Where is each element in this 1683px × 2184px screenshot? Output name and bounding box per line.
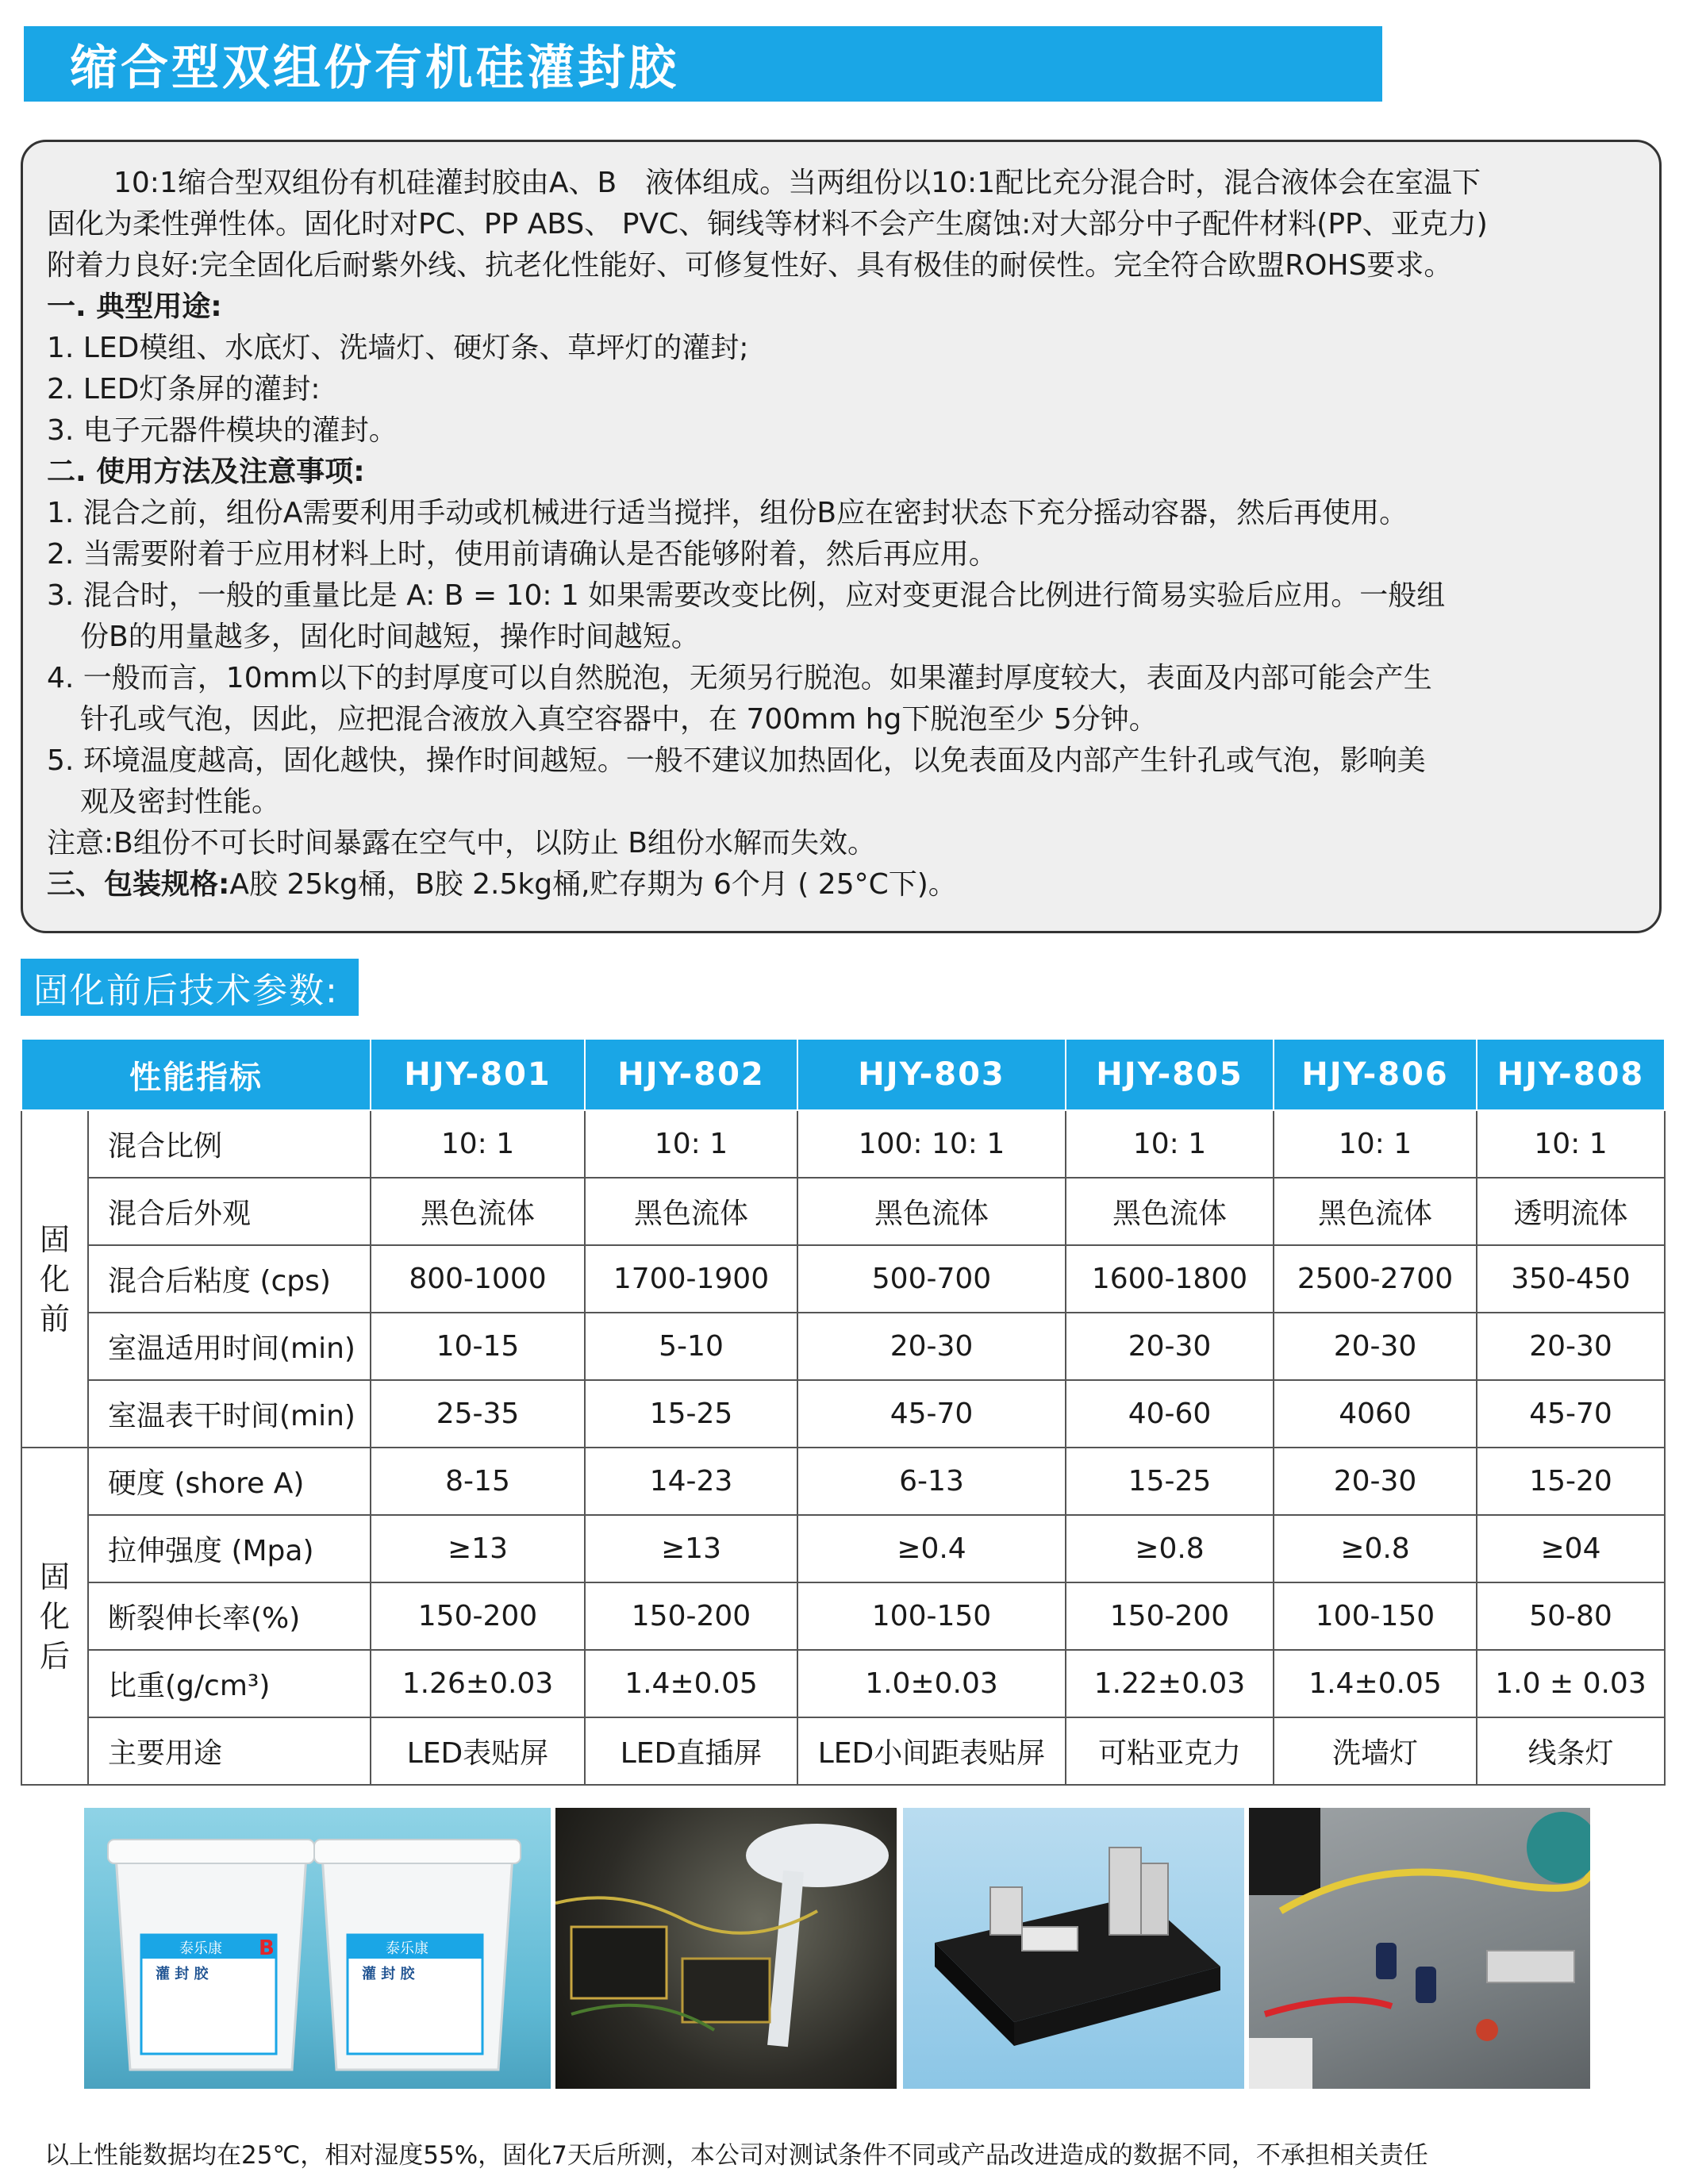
- row-label: 室温适用时间(min): [88, 1313, 371, 1380]
- section-3-text: A胶 25kg桶，B胶 2.5kg桶,贮存期为 6个月 ( 25°C下)。: [229, 868, 957, 901]
- table-cell: 洗墙灯: [1274, 1717, 1477, 1785]
- table-cell: ≥0.8: [1274, 1515, 1477, 1582]
- table-cell: LED表贴屏: [371, 1717, 585, 1785]
- section-1-item: 2. LED灯条屏的灌封:: [47, 373, 321, 406]
- row-label: 混合比例: [88, 1110, 371, 1178]
- module-illustration: [903, 1808, 1244, 2089]
- table-cell: 20-30: [1274, 1448, 1477, 1515]
- bucket-b-product: 灌 封 胶: [156, 1966, 209, 1982]
- table-cell: 20-30: [797, 1313, 1066, 1380]
- bucket-a-letter: A: [465, 1936, 482, 1960]
- section-1-title: 一. 典型用途:: [47, 290, 222, 323]
- bucket-b-brand: 泰乐康: [179, 1940, 222, 1957]
- row-label: 断裂伸长率(%): [88, 1582, 371, 1650]
- table-row: [21, 1717, 1665, 1785]
- table-cell: 可粘亚克力: [1066, 1717, 1274, 1785]
- bucket-photo: [84, 1808, 551, 2089]
- table-cell: 10-15: [371, 1313, 585, 1380]
- table-cell: 20-30: [1477, 1313, 1665, 1380]
- table-cell: ≥0.4: [797, 1515, 1066, 1582]
- pouring-photo: [555, 1808, 897, 2089]
- table-cell: LED直插屏: [585, 1717, 797, 1785]
- table-cell: 5-10: [585, 1313, 797, 1380]
- table-row: [21, 1515, 1665, 1582]
- table-cell: 1.4±0.05: [585, 1650, 797, 1717]
- table-header-row: [21, 1040, 1665, 1110]
- params-title-banner: [21, 959, 359, 1016]
- page-title-banner: [24, 26, 1382, 102]
- table-row: [21, 1110, 1665, 1178]
- column-header: HJY-803: [797, 1040, 1066, 1110]
- section-2-item: 2. 当需要附着于应用材料上时，使用前请确认是否能够附着，然后再应用。: [47, 538, 997, 571]
- group-label-after: [21, 1448, 88, 1785]
- table-cell: 10: 1: [1066, 1110, 1274, 1178]
- table-cell: 1.4±0.05: [1274, 1650, 1477, 1717]
- row-label: 主要用途: [88, 1717, 371, 1785]
- row-label: 混合后粘度 (cps): [88, 1245, 371, 1313]
- column-header: HJY-802: [585, 1040, 797, 1110]
- row-label: 硬度 (shore A): [88, 1448, 371, 1515]
- table-cell: 1700-1900: [585, 1245, 797, 1313]
- column-header: 性能指标: [21, 1040, 371, 1110]
- circuit-photo: [1249, 1808, 1590, 2089]
- section-2-item-cont: 份B的用量越多，固化时间越短，操作时间越短。: [80, 621, 700, 653]
- table-cell: 8-15: [371, 1448, 585, 1515]
- table-cell: 45-70: [1477, 1380, 1665, 1448]
- table-cell: 2500-2700: [1274, 1245, 1477, 1313]
- column-header: HJY-806: [1274, 1040, 1477, 1110]
- table-cell: 150-200: [1066, 1582, 1274, 1650]
- section-2-item-cont: 针孔或气泡，因此，应把混合液放入真空容器中，在 700mm hg下脱泡至少 5分钟。: [80, 703, 1158, 736]
- table-cell: 黑色流体: [585, 1178, 797, 1245]
- intro-line-1: 10:1缩合型双组份有机硅灌封胶由A、B 液体组成。当两组份以10:1配比充分混合时，混合液体会在室温下: [113, 167, 1481, 199]
- table-row: [21, 1448, 1665, 1515]
- section-2-item: 3. 混合时，一般的重量比是 A: B = 10: 1 如果需要改变比例，应对变更混合比例进行简易实验后应用。一般组: [47, 579, 1446, 612]
- table-cell: 45-70: [797, 1380, 1066, 1448]
- spec-table: [21, 1040, 1666, 1786]
- group-label-before: [21, 1110, 88, 1448]
- note-line: 注意:B组份不可长时间暴露在空气中，以防止 B组份水解而失效。: [47, 827, 876, 859]
- table-cell: ≥13: [371, 1515, 585, 1582]
- bucket-a-brand: 泰乐康: [386, 1940, 428, 1957]
- table-cell: 黑色流体: [1066, 1178, 1274, 1245]
- table-row: [21, 1245, 1665, 1313]
- section-3-title: 三、包装规格:: [47, 868, 230, 901]
- table-cell: ≥0.8: [1066, 1515, 1274, 1582]
- pouring-illustration: [555, 1808, 897, 2089]
- table-cell: 1.26±0.03: [371, 1650, 585, 1717]
- row-label: 比重(g/cm³): [88, 1650, 371, 1717]
- group-label-text: 固化后: [39, 1559, 70, 1674]
- description-box: [21, 140, 1662, 933]
- table-cell: 黑色流体: [1274, 1178, 1477, 1245]
- table-cell: 20-30: [1274, 1313, 1477, 1380]
- table-cell: 15-25: [585, 1380, 797, 1448]
- row-label: 混合后外观: [88, 1178, 371, 1245]
- table-cell: 500-700: [797, 1245, 1066, 1313]
- table-cell: 透明流体: [1477, 1178, 1665, 1245]
- table-row: [21, 1582, 1665, 1650]
- table-cell: 1.22±0.03: [1066, 1650, 1274, 1717]
- table-cell: 100-150: [1274, 1582, 1477, 1650]
- bucket-a-product: 灌 封 胶: [362, 1966, 415, 1982]
- table-cell: 25-35: [371, 1380, 585, 1448]
- section-2-item: 1. 混合之前，组份A需要利用手动或机械进行适当搅拌，组份B应在密封状态下充分摇动容器，然后再使用。: [47, 497, 1408, 529]
- table-cell: 150-200: [585, 1582, 797, 1650]
- intro-line-3: 附着力良好:完全固化后耐紫外线、抗老化性能好、可修复性好、具有极佳的耐侯性。完全符合欧盟ROHS要求。: [47, 249, 1453, 282]
- column-header: HJY-805: [1066, 1040, 1274, 1110]
- table-cell: 6-13: [797, 1448, 1066, 1515]
- table-cell: 40-60: [1066, 1380, 1274, 1448]
- circuit-illustration: [1249, 1808, 1590, 2089]
- table-cell: 15-25: [1066, 1448, 1274, 1515]
- table-cell: 10: 1: [371, 1110, 585, 1178]
- table-cell: 1.0 ± 0.03: [1477, 1650, 1665, 1717]
- section-2-title: 二. 使用方法及注意事项:: [47, 456, 365, 488]
- table-cell: 10: 1: [1274, 1110, 1477, 1178]
- footer-note: 以上性能数据均在25℃，相对湿度55%，固化7天后所测，本公司对测试条件不同或产品改进造成的数据不同，不承担相关责任: [44, 2141, 1428, 2170]
- bucket-illustration: [84, 1808, 551, 2089]
- table-cell: 线条灯: [1477, 1717, 1665, 1785]
- table-cell: 黑色流体: [797, 1178, 1066, 1245]
- bucket-b-letter: B: [259, 1936, 275, 1960]
- table-row: [21, 1313, 1665, 1380]
- table-cell: 100: 10: 1: [797, 1110, 1066, 1178]
- table-cell: 150-200: [371, 1582, 585, 1650]
- table-cell: 1600-1800: [1066, 1245, 1274, 1313]
- table-cell: LED小间距表贴屏: [797, 1717, 1066, 1785]
- table-cell: 10: 1: [1477, 1110, 1665, 1178]
- table-cell: 4060: [1274, 1380, 1477, 1448]
- table-cell: 14-23: [585, 1448, 797, 1515]
- table-cell: ≥04: [1477, 1515, 1665, 1582]
- table-cell: ≥13: [585, 1515, 797, 1582]
- table-cell: 50-80: [1477, 1582, 1665, 1650]
- intro-line-2: 固化为柔性弹性体。固化时对PC、PP ABS、 PVC、铜线等材料不会产生腐蚀:对大部分中子配件材料(PP、亚克力): [47, 208, 1488, 240]
- page-title: 缩合型双组份有机硅灌封胶: [70, 40, 679, 96]
- table-cell: 100-150: [797, 1582, 1066, 1650]
- row-label: 室温表干时间(min): [88, 1380, 371, 1448]
- section-2-item-cont: 观及密封性能。: [80, 786, 281, 818]
- table-cell: 15-20: [1477, 1448, 1665, 1515]
- module-photo: [903, 1808, 1244, 2089]
- table-cell: 20-30: [1066, 1313, 1274, 1380]
- section-2-item: 4. 一般而言，10mm以下的封厚度可以自然脱泡，无须另行脱泡。如果灌封厚度较大，表面及内部可能会产生: [47, 662, 1432, 694]
- table-row: [21, 1380, 1665, 1448]
- table-cell: 800-1000: [371, 1245, 585, 1313]
- table-cell: 350-450: [1477, 1245, 1665, 1313]
- params-title: 固化前后技术参数:: [33, 971, 339, 1011]
- section-1-item: 3. 电子元器件模块的灌封。: [47, 414, 398, 447]
- row-label: 拉伸强度 (Mpa): [88, 1515, 371, 1582]
- section-2-item: 5. 环境温度越高，固化越快，操作时间越短。一般不建议加热固化，以免表面及内部产生针孔或气泡，影响美: [47, 744, 1426, 777]
- column-header: HJY-801: [371, 1040, 585, 1110]
- table-cell: 10: 1: [585, 1110, 797, 1178]
- table-cell: 1.0±0.03: [797, 1650, 1066, 1717]
- column-header: HJY-808: [1477, 1040, 1665, 1110]
- table-row: [21, 1178, 1665, 1245]
- section-3-line: [47, 864, 1639, 906]
- section-1-item: 1. LED模组、水底灯、洗墙灯、硬灯条、草坪灯的灌封;: [47, 332, 749, 364]
- table-cell: 黑色流体: [371, 1178, 585, 1245]
- table-row: [21, 1650, 1665, 1717]
- group-label-text: 固化前: [39, 1221, 70, 1336]
